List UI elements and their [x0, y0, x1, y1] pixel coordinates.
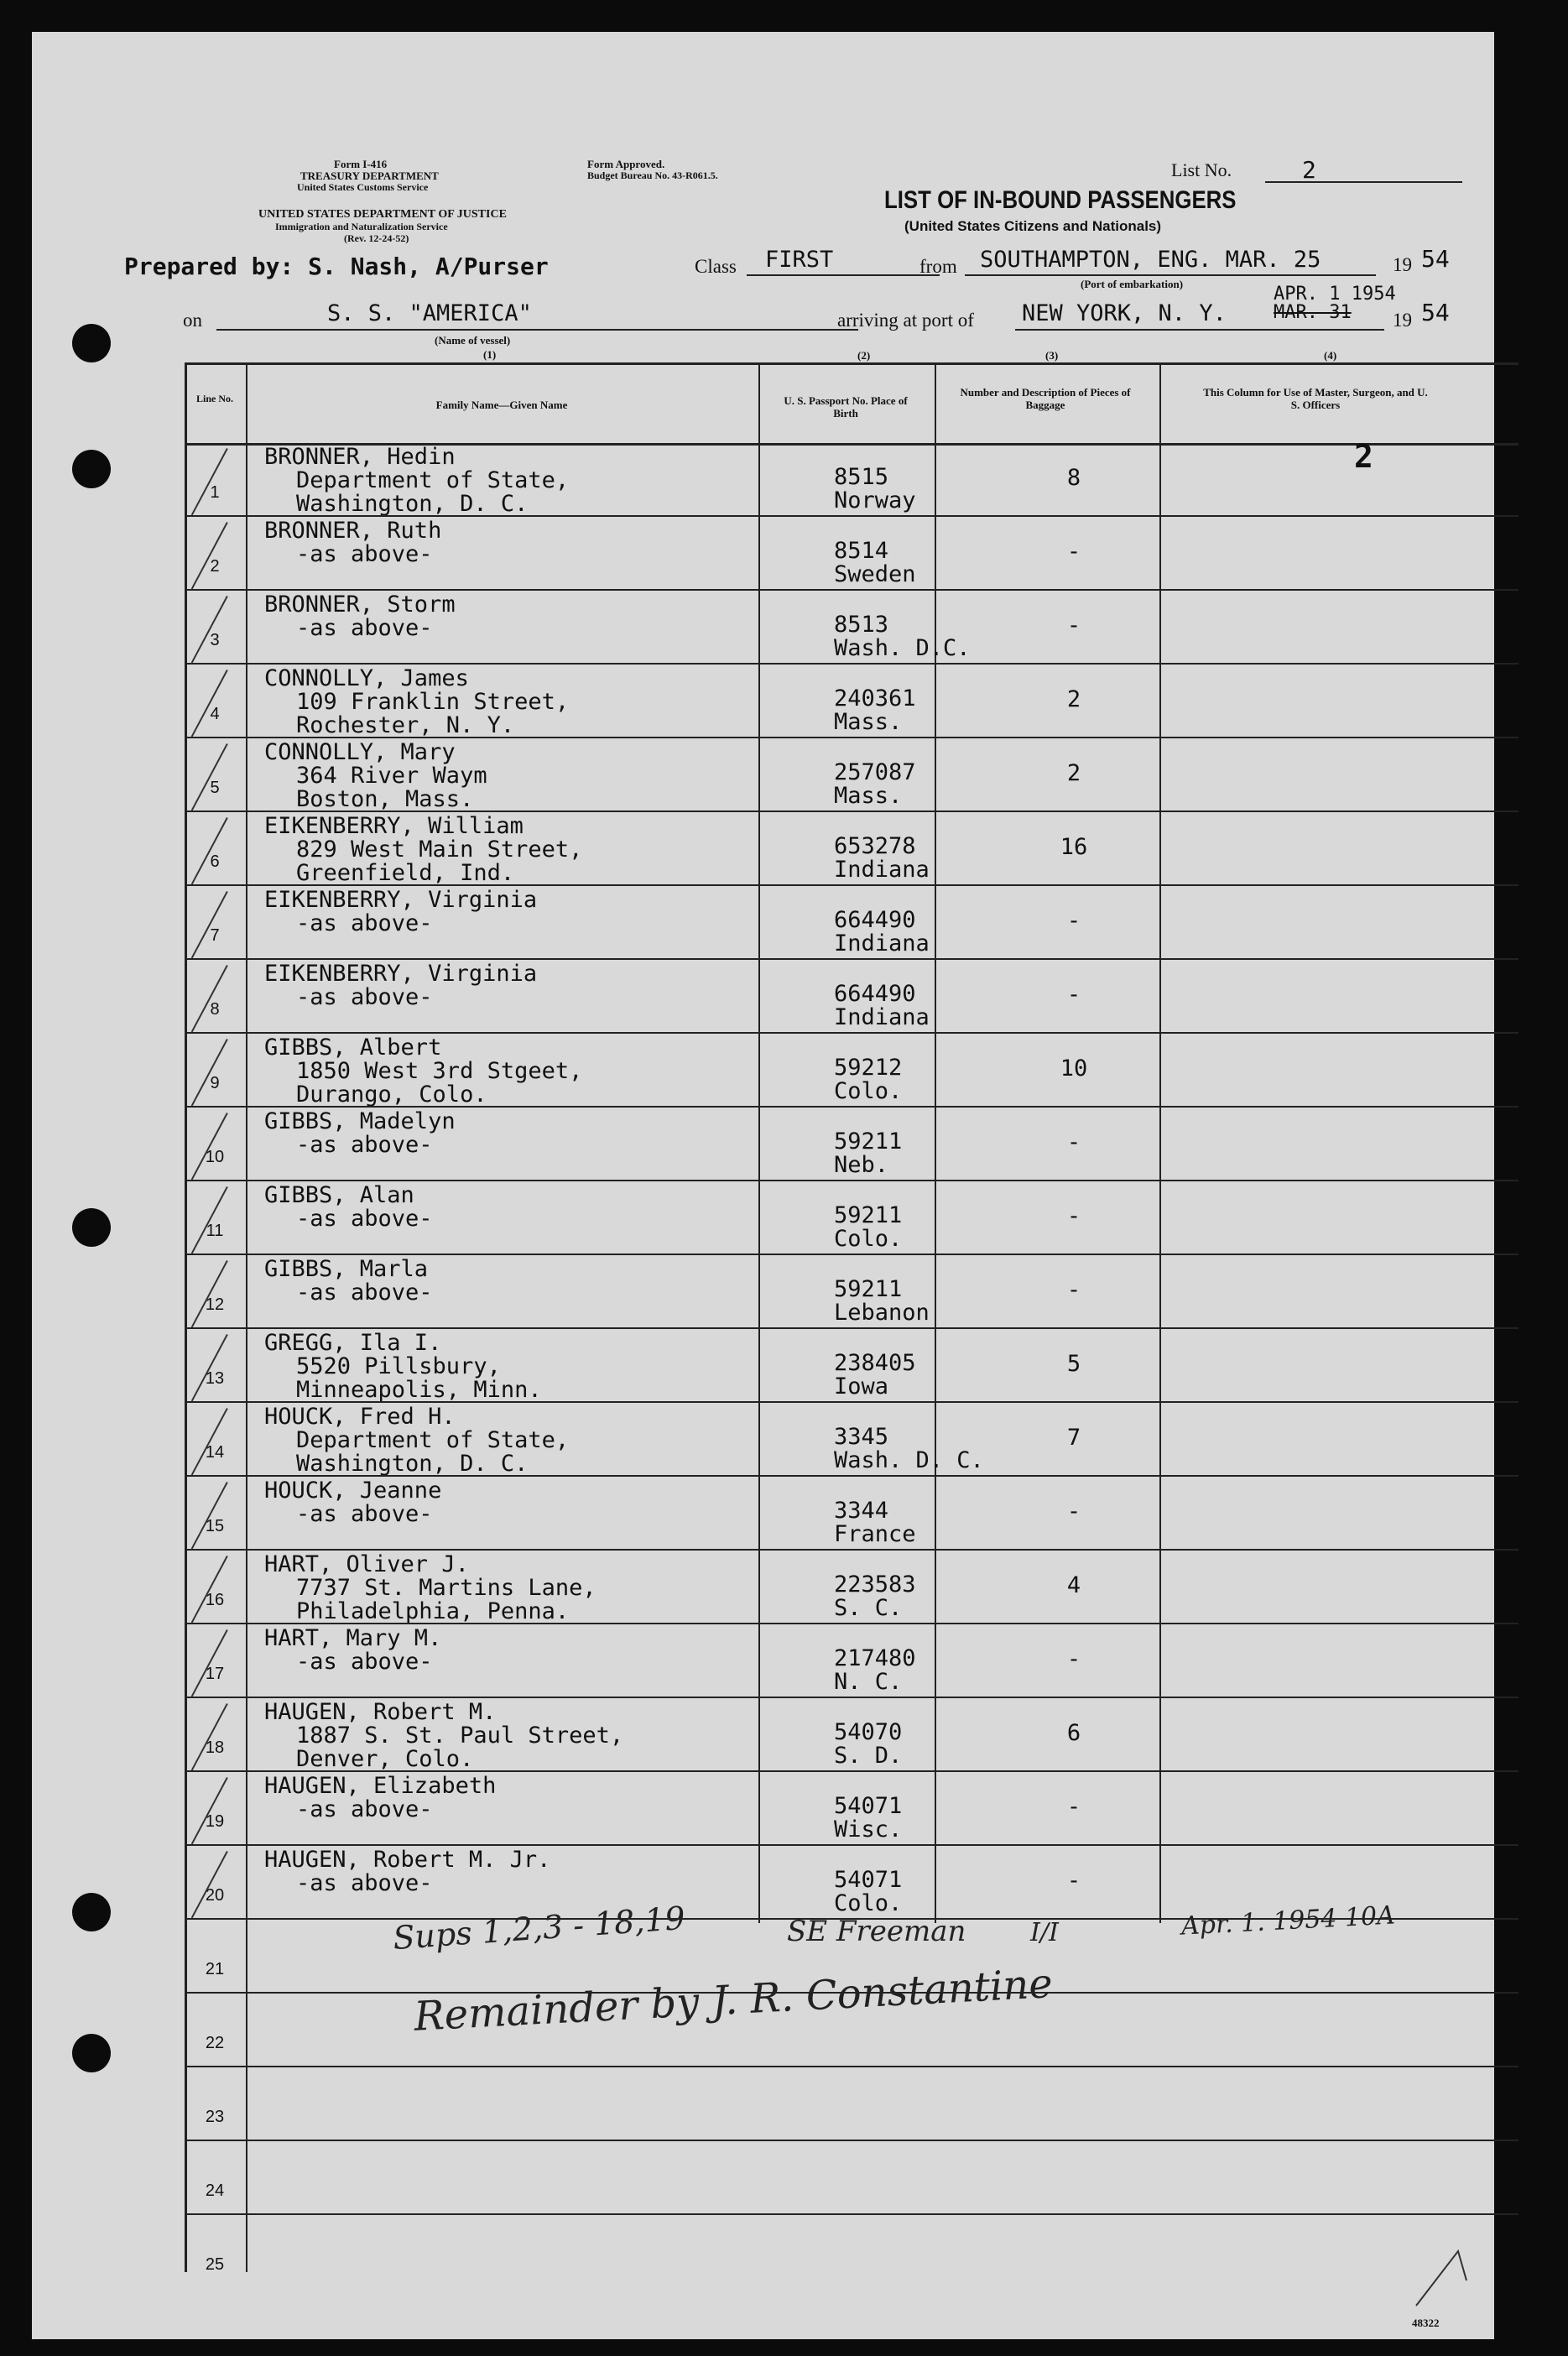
line-number: 17 — [205, 1665, 225, 1683]
address-line-2: Philadelphia, Penna. — [296, 1598, 570, 1624]
place-of-birth: S. C. — [834, 1595, 903, 1621]
line-number: 2 — [210, 557, 220, 576]
address-line-1: 829 West Main Street, — [296, 837, 583, 863]
baggage-count: - — [1066, 612, 1081, 639]
check-mark-icon — [191, 1039, 228, 1106]
passport-number: 3345 — [834, 1424, 889, 1450]
address-line-1: 1850 West 3rd Stgeet, — [296, 1058, 583, 1084]
place-of-birth: Wash. D. C. — [834, 1447, 984, 1473]
table-row — [32, 738, 1494, 812]
passport-number: 238405 — [834, 1350, 916, 1376]
baggage-count: - — [1066, 539, 1081, 565]
handwritten-note-line21-c: I/I — [1030, 1918, 1059, 1947]
address-line-1: Department of State, — [296, 467, 570, 493]
family-given-name: HOUCK, Jeanne — [264, 1478, 442, 1504]
family-given-name: GIBBS, Marla — [264, 1256, 429, 1282]
place-of-birth: Iowa — [834, 1373, 889, 1400]
passport-number: 217480 — [834, 1645, 916, 1671]
family-given-name: EIKENBERRY, Virginia — [264, 961, 538, 987]
table-row — [32, 1551, 1494, 1624]
year-suffix-1: 54 — [1421, 245, 1450, 273]
passport-number: 59211 — [834, 1128, 903, 1155]
passport-number: 8513 — [834, 612, 889, 638]
row-rule — [185, 1549, 1519, 1551]
place-of-birth: France — [834, 1521, 916, 1547]
line-number: 5 — [210, 779, 220, 797]
address-line-1: 7737 St. Martins Lane, — [296, 1575, 596, 1601]
line-number: 18 — [205, 1738, 225, 1757]
line-number: 21 — [205, 1960, 225, 1978]
arrival-underline — [1015, 329, 1384, 331]
check-mark-icon — [191, 1334, 228, 1401]
table-row — [32, 1255, 1494, 1329]
row-rule — [185, 811, 1519, 812]
document-title: LIST OF IN-BOUND PASSENGERS — [884, 186, 1237, 214]
address-line-1: -as above- — [296, 615, 433, 641]
officer-mark: 2 — [1354, 438, 1373, 475]
row-rule — [185, 1401, 1519, 1403]
row-rule — [185, 737, 1519, 738]
baggage-count: - — [1066, 1499, 1081, 1525]
passport-number: 54070 — [834, 1719, 903, 1745]
line-number: 8 — [210, 1000, 220, 1019]
passport-number: 653278 — [834, 833, 916, 859]
check-mark-icon — [191, 1556, 228, 1623]
budget-bureau: Budget Bureau No. 43-R061.5. — [587, 169, 718, 181]
line-number: 10 — [205, 1148, 225, 1166]
address-line-1: -as above- — [296, 1132, 433, 1158]
list-no-label: List No. — [1171, 159, 1232, 180]
passport-number: 59211 — [834, 1202, 903, 1228]
place-of-birth: Mass. — [834, 783, 903, 809]
family-given-name: GIBBS, Alan — [264, 1182, 414, 1208]
baggage-count: 8 — [1066, 465, 1081, 491]
baggage-count: 16 — [1060, 834, 1088, 860]
address-line-1: -as above- — [296, 1206, 433, 1232]
baggage-count: - — [1066, 1794, 1081, 1820]
table-row — [32, 517, 1494, 591]
handwritten-note-line21-a: Sups 1,2,3 - 18,19 — [391, 1899, 687, 1957]
year-prefix-1: 19 — [1393, 254, 1412, 275]
baggage-count: - — [1066, 1203, 1081, 1229]
row-rule — [185, 1918, 1519, 1920]
table-row — [32, 591, 1494, 665]
passport-number: 8514 — [834, 538, 889, 564]
col-head-baggage: Number and Description of Pieces of Baggage — [960, 386, 1131, 411]
row-rule — [185, 1770, 1519, 1772]
list-no-value: 2 — [1302, 156, 1316, 184]
family-given-name: HAUGEN, Elizabeth — [264, 1773, 497, 1799]
arrival-port: NEW YORK, N. Y. — [1022, 300, 1227, 326]
column-number-3: (3) — [1045, 349, 1059, 362]
check-mark-icon — [191, 596, 228, 663]
family-given-name: GIBBS, Albert — [264, 1035, 442, 1061]
row-rule — [185, 2213, 1519, 2215]
check-mark-icon — [191, 817, 228, 884]
line-number: 7 — [210, 926, 220, 945]
passport-number: 3344 — [834, 1498, 889, 1524]
table-row — [32, 1477, 1494, 1551]
line-number: 13 — [205, 1369, 225, 1388]
port-embarkation-caption: (Port of embarkation) — [1081, 278, 1184, 290]
year-suffix-2: 54 — [1421, 299, 1450, 326]
table-row — [32, 1329, 1494, 1403]
check-mark-icon — [191, 965, 228, 1032]
passport-number: 8515 — [834, 464, 889, 490]
from-value: SOUTHAMPTON, ENG. MAR. 25 — [980, 247, 1321, 273]
baggage-count: - — [1066, 1868, 1081, 1894]
address-line-1: -as above- — [296, 1501, 433, 1527]
page-corner-fold-icon — [1408, 2247, 1475, 2314]
baggage-count: - — [1066, 1646, 1081, 1672]
line-number: 4 — [210, 705, 220, 723]
class-value: FIRST — [765, 247, 834, 273]
address-line-1: -as above- — [296, 541, 433, 567]
class-underline — [747, 274, 940, 276]
address-line-2: Boston, Mass. — [296, 786, 474, 812]
baggage-count: 6 — [1066, 1720, 1081, 1746]
row-rule — [185, 1032, 1519, 1034]
list-no-underline — [1265, 181, 1462, 183]
passport-number: 257087 — [834, 759, 916, 785]
form-approved: Form Approved. — [587, 158, 665, 170]
baggage-count: 7 — [1066, 1425, 1081, 1451]
family-given-name: CONNOLLY, Mary — [264, 739, 456, 765]
check-mark-icon — [191, 1629, 228, 1697]
address-line-1: -as above- — [296, 1796, 433, 1822]
line-number: 20 — [205, 1886, 225, 1905]
family-given-name: GIBBS, Madelyn — [264, 1108, 456, 1134]
baggage-count: 4 — [1066, 1572, 1081, 1598]
column-number-2: (2) — [857, 349, 871, 362]
table-row — [32, 1181, 1494, 1255]
check-mark-icon — [191, 743, 228, 811]
check-mark-icon — [191, 522, 228, 589]
row-rule — [185, 663, 1519, 665]
family-given-name: HAUGEN, Robert M. Jr. — [264, 1847, 551, 1873]
address-line-1: -as above- — [296, 1280, 433, 1306]
family-given-name: HART, Mary M. — [264, 1625, 442, 1651]
address-line-1: 109 Franklin Street, — [296, 689, 570, 715]
handwritten-note-line21-b: SE Freeman — [787, 1915, 966, 1948]
table-row — [32, 1624, 1494, 1698]
row-rule — [185, 1106, 1519, 1108]
class-label: Class — [695, 256, 737, 277]
row-rule — [185, 1697, 1519, 1698]
row-rule — [185, 1623, 1519, 1624]
passport-number: 664490 — [834, 907, 916, 933]
family-given-name: BRONNER, Storm — [264, 592, 456, 618]
col-head-line: Line No. — [195, 393, 233, 404]
family-given-name: CONNOLLY, James — [264, 665, 469, 691]
manifest-page — [32, 32, 1494, 2339]
check-mark-icon — [191, 1260, 228, 1327]
family-given-name: EIKENBERRY, William — [264, 813, 524, 839]
column-number-4: (4) — [1324, 349, 1337, 362]
family-given-name: HAUGEN, Robert M. — [264, 1699, 497, 1725]
family-given-name: GREGG, Ila I. — [264, 1330, 442, 1356]
baggage-count: - — [1066, 982, 1081, 1008]
line-number: 15 — [205, 1517, 225, 1535]
check-mark-icon — [191, 1482, 228, 1549]
table-row — [32, 1772, 1494, 1846]
table-row — [32, 1034, 1494, 1108]
row-rule — [185, 1327, 1519, 1329]
check-mark-icon — [191, 1777, 228, 1844]
place-of-birth: Lebanon — [834, 1300, 930, 1326]
col-head-passport: U. S. Passport No. Place of Birth — [784, 394, 908, 420]
row-rule — [185, 589, 1519, 591]
baggage-count: - — [1066, 1277, 1081, 1303]
address-line-1: -as above- — [296, 910, 433, 936]
table-top-rule — [185, 362, 1519, 365]
check-mark-icon — [191, 1851, 228, 1918]
place-of-birth: Wash. D.C. — [834, 635, 971, 661]
baggage-count: 2 — [1066, 686, 1081, 712]
arrival-date-typed: MAR. 31 — [1274, 302, 1352, 323]
baggage-count: 5 — [1066, 1351, 1081, 1377]
col-head-officers: This Column for Use of Master, Surgeon, and U. S. Officers — [1203, 386, 1428, 411]
line-number: 11 — [206, 1222, 224, 1240]
address-line-2: Washington, D. C. — [296, 1451, 529, 1477]
line-number: 23 — [205, 2108, 225, 2126]
row-rule — [185, 1475, 1519, 1477]
place-of-birth: Colo. — [834, 1226, 903, 1252]
place-of-birth: Wisc. — [834, 1817, 903, 1843]
family-given-name: HOUCK, Fred H. — [264, 1404, 456, 1430]
passport-number: 54071 — [834, 1793, 903, 1819]
address-line-2: Denver, Colo. — [296, 1746, 474, 1772]
vessel-underline — [216, 329, 858, 331]
table-row — [32, 1108, 1494, 1181]
table-row — [32, 960, 1494, 1034]
row-rule — [185, 958, 1519, 960]
address-line-1: -as above- — [296, 1870, 433, 1896]
arriving-label: arriving at port of — [837, 310, 974, 331]
row-rule — [185, 1180, 1519, 1181]
line-number: 9 — [210, 1074, 220, 1092]
row-rule — [185, 515, 1519, 517]
passport-number: 54071 — [834, 1867, 903, 1893]
place-of-birth: Norway — [834, 487, 916, 513]
place-of-birth: Indiana — [834, 930, 930, 956]
place-of-birth: Neb. — [834, 1152, 889, 1178]
form-number: Form I-416 — [334, 158, 388, 170]
family-given-name: HART, Oliver J. — [264, 1551, 469, 1577]
check-mark-icon — [191, 448, 228, 515]
address-line-2: Rochester, N. Y. — [296, 712, 515, 738]
table-row — [32, 1403, 1494, 1477]
footer-code: 48322 — [1412, 2317, 1440, 2329]
on-label: on — [183, 310, 202, 331]
family-given-name: EIKENBERRY, Virginia — [264, 887, 538, 913]
row-rule — [185, 2140, 1519, 2141]
place-of-birth: N. C. — [834, 1669, 903, 1695]
passport-number: 664490 — [834, 981, 916, 1007]
vessel-name: S. S. "AMERICA" — [327, 300, 532, 326]
family-given-name: BRONNER, Ruth — [264, 518, 442, 544]
treasury-department: TREASURY DEPARTMENT — [300, 169, 439, 182]
check-mark-icon — [191, 891, 228, 958]
place-of-birth: Indiana — [834, 857, 930, 883]
address-line-1: -as above- — [296, 1649, 433, 1675]
address-line-1: 1887 S. St. Paul Street, — [296, 1723, 624, 1749]
place-of-birth: Colo. — [834, 1078, 903, 1104]
check-mark-icon — [191, 670, 228, 737]
line-number: 1 — [210, 483, 220, 502]
line-number: 6 — [210, 852, 220, 871]
baggage-count: - — [1066, 1129, 1081, 1155]
document-subtitle: (United States Citizens and Nationals) — [904, 218, 1162, 234]
baggage-count: 10 — [1060, 1056, 1088, 1082]
passport-number: 59212 — [834, 1055, 903, 1081]
check-mark-icon — [191, 1186, 228, 1254]
place-of-birth: S. D. — [834, 1743, 903, 1769]
place-of-birth: Indiana — [834, 1004, 930, 1030]
address-line-1: 364 River Waym — [296, 763, 487, 789]
check-mark-icon — [191, 1408, 228, 1475]
vessel-caption: (Name of vessel) — [435, 334, 511, 347]
address-line-2: Greenfield, Ind. — [296, 860, 515, 886]
address-line-2: Durango, Colo. — [296, 1082, 487, 1108]
address-line-1: 5520 Pillsbury, — [296, 1353, 501, 1379]
rev-label: (Rev. 12-24-52) — [344, 232, 409, 244]
place-of-birth: Mass. — [834, 709, 903, 735]
arrival-date-stamp: APR. 1 1954 — [1274, 284, 1396, 305]
row-rule — [185, 1992, 1519, 1994]
address-line-1: Department of State, — [296, 1427, 570, 1453]
punch-hole-icon — [72, 324, 111, 362]
table-row — [32, 886, 1494, 960]
line-number: 19 — [205, 1812, 225, 1831]
baggage-count: 2 — [1066, 760, 1081, 786]
passport-number: 240361 — [834, 685, 916, 711]
table-row — [32, 1698, 1494, 1772]
empty-row — [32, 2215, 1494, 2289]
from-underline — [965, 274, 1376, 276]
row-rule — [185, 1844, 1519, 1846]
passport-number: 59211 — [834, 1276, 903, 1302]
from-label: from — [919, 256, 957, 277]
line-number: 16 — [205, 1591, 225, 1609]
empty-row — [32, 2141, 1494, 2215]
handwritten-note-line21-d: Apr. 1. 1954 10A — [1180, 1900, 1396, 1942]
handwritten-note-line22: Remainder by J. R. Constantine — [413, 1960, 1054, 2041]
year-prefix-2: 19 — [1393, 310, 1412, 331]
line-number: 14 — [205, 1443, 225, 1462]
empty-row — [32, 2067, 1494, 2141]
baggage-count: - — [1066, 908, 1081, 934]
address-line-2: Washington, D. C. — [296, 491, 529, 517]
col-head-name: Family Name—Given Name — [435, 399, 568, 411]
table-row — [32, 812, 1494, 886]
address-line-2: Minneapolis, Minn. — [296, 1377, 542, 1403]
line-number: 22 — [205, 2034, 225, 2052]
ins-label: Immigration and Naturalization Service — [275, 221, 448, 232]
line-number: 12 — [205, 1295, 225, 1314]
doj-label: UNITED STATES DEPARTMENT OF JUSTICE — [258, 208, 507, 221]
prepared-by: Prepared by: S. Nash, A/Purser — [124, 253, 549, 280]
check-mark-icon — [191, 1113, 228, 1180]
line-number: 3 — [210, 631, 220, 649]
check-mark-icon — [191, 1703, 228, 1770]
line-number: 25 — [205, 2255, 225, 2274]
customs-service: United States Customs Service — [297, 181, 429, 193]
address-line-1: -as above- — [296, 984, 433, 1010]
family-given-name: BRONNER, Hedin — [264, 444, 456, 470]
place-of-birth: Sweden — [834, 561, 916, 587]
row-rule — [185, 2066, 1519, 2067]
passport-number: 223583 — [834, 1572, 916, 1598]
vessel-col: (1) — [483, 348, 497, 361]
table-row — [32, 443, 1494, 517]
row-rule — [185, 884, 1519, 886]
place-of-birth: Colo. — [834, 1890, 903, 1916]
table-row — [32, 665, 1494, 738]
row-rule — [185, 1254, 1519, 1255]
line-number: 24 — [205, 2181, 225, 2200]
